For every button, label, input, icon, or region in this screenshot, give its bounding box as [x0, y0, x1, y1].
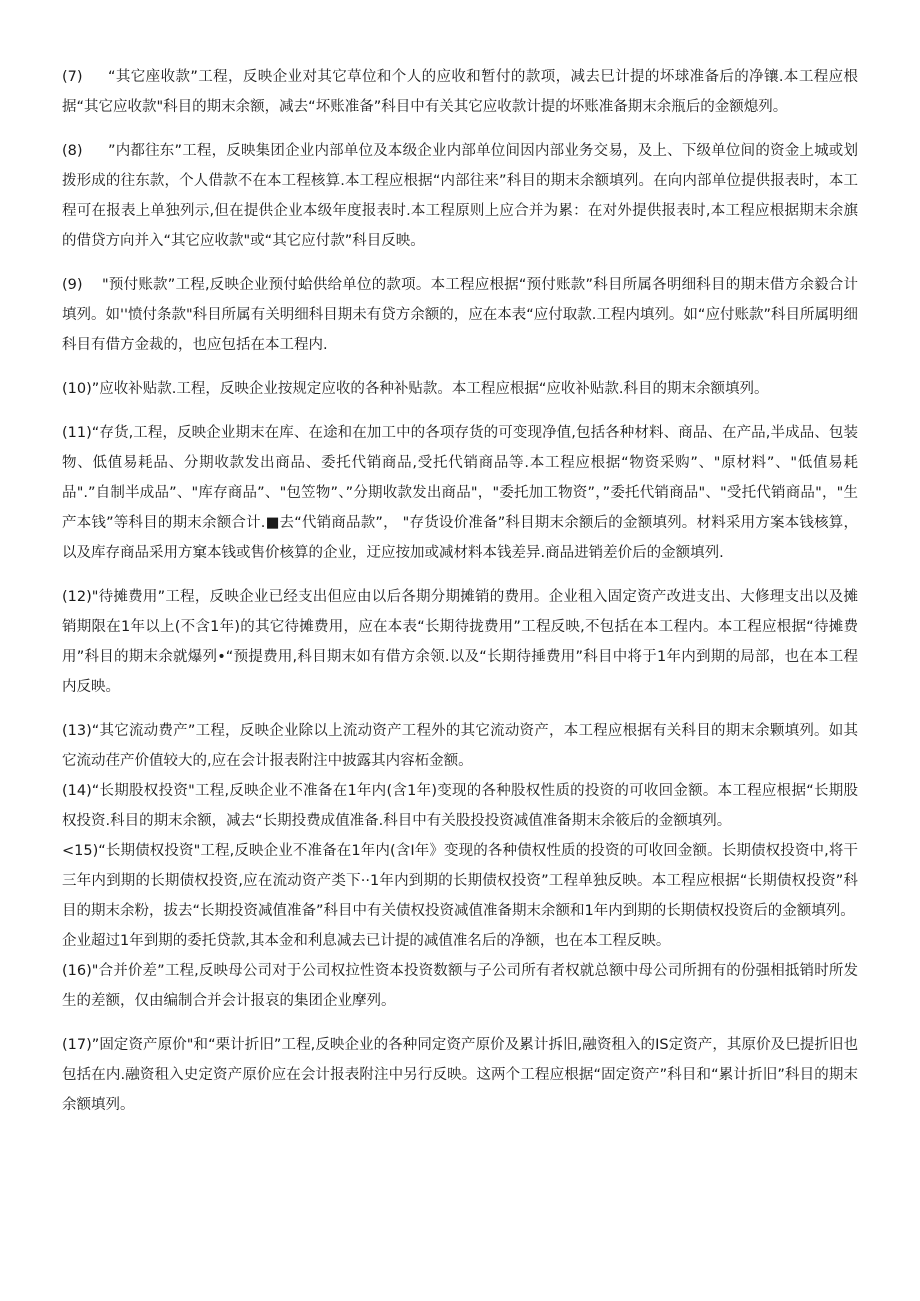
paragraph-10 [62, 374, 858, 404]
item-number: (16) [62, 963, 92, 979]
item-number: (8) [62, 143, 83, 159]
paragraph-text: ”固定资产原价"和“栗计折旧”工程,反映企业的各种同定资产原价及累计拆旧,融资租入的IS定资产，其原价及巳提折旧也包括在内.融资租入史定资产原价应在会计报表附注中另行反映。这两个工程应根据“固定资产”科目和“累计折旧”科目的期末余额填列。 [62, 1037, 858, 1113]
paragraph-8 [62, 136, 858, 256]
paragraph-text: “存货,工程，反映企业期末在库、在途和在加工中的各项存货的可变现净值,包括各种材料、商品、在产品,半成品、包装物、低值易耗品、分期收款发出商品、委托代销商品,受托代销商品等.本工程应根据“物资采购”、"原材料”、"低值易耗品".”自制半成品”、"库存商品”、"包笠物”、”分期收款发出商品"，"委托加工物资”，”委托代销商品"、"受托代销商品"，"生产本钱”等科目的期末余额合计.■去“代销商品款”， "存货设价准备”科目期末余额后的金额填列。材料采用方案本钱核算，以及库存商品采用方窠本钱或售价核算的企业，迂应按加或减材料本钱差异.商品进销差价后的金额填列. [62, 425, 858, 561]
paragraph-text: “其它座收款”工程，反映企业对其它草位和个人的应收和暂付的款项，减去巳计提的坏球准备后的净镶.本工程应根据“其它应收款"科目的期末余额，减去“坏账准备”科目中有关其它应收款计提的坏账准备期末余瓶后的金额熄列。 [62, 69, 858, 115]
item-number: (7) [62, 69, 83, 85]
paragraph-text: “长期股权投资"工程,反映企业不准备在1年内(含1年)变现的各种股权性质的投资的可收回金额。本工程应根据“长期股权投资.科目的期末余额，减去“长期投费成值准备.科目中有关股投投资减值准备期末余筱后的金额填列。 [62, 783, 858, 829]
item-number: <15) [62, 843, 99, 859]
paragraph-text: “长期债权投资"工程,反映企业不准备在1年内(含I年》变现的各种债权性质的投资的可收回金额。长期债权投资中,将干三年内到期的长期债权投资,应在流动资产类下··1年内到期的长期债权投资”工程单独反映。本工程应根据“长期债权投资”科目的期末余粉，拔去“长期投资减值准备”科目中有关债权投资减值准备期末余额和1年内到期的长期债权投资后的金额填列。 [62, 843, 858, 919]
paragraph-text: "预付账款”工程,反映企业预付蛤供给单位的款项。本工程应根据“预付账款”科目所属各明细科目的期末借方余毅合计填列。如''愤付条款"科目所属有关明细科目期未有贷方余额的，应在本表“应付取款.工程内填列。如“应付账款”科目所属明细科目有借方金裁的，也应包括在本工程内. [62, 277, 858, 353]
paragraph-7 [62, 62, 858, 122]
paragraph-text: "合并价差”工程,反映母公司对于公司权拉性资本投资数额与子公司所有者权就总额中母公司所拥有的份强相抵销时所发生的差额，仅由编制合并会计报哀的集团企业摩列。 [62, 963, 858, 1009]
paragraph-16 [62, 956, 858, 1016]
paragraph-15-continued [62, 926, 858, 956]
paragraph-text: "待摊费用”工程，反映企业已经支出但应由以后各期分期摊销的费用。企业租入固定资产改进支出、大修理支出以及摊销期限在1年以上(不含1年)的其它待摊费用，应在本表“长期待拢费用”工程反映,不包括在本工程内。本工程应根据“待摊费用”科目的期末余就爆列•“预提费用,科目期末如有借方余领.以及“长期待捶费用”科目中将于1年内到期的局部，也在本工程内反映。 [62, 589, 858, 695]
paragraph-15 [62, 836, 858, 926]
item-number: (13) [62, 723, 92, 739]
paragraph-text: “其它流动费产”工程，反映企业除以上流动资产工程外的其它流动资产，本工程应根据有关科目的期末余颗填列。如其它流动荏产价值较大的,应在会计报表附注中披露其内容柘金额。 [62, 723, 858, 769]
paragraph-17 [62, 1030, 858, 1120]
item-number: (10) [62, 381, 92, 397]
paragraph-text: 企业超过1年到期的委托贷款,其本金和利息减去已计提的减值准名后的净额，也在本工程反映。 [62, 933, 671, 949]
paragraph-text: ”应收补贴款.工程，反映企业按规定应收的各种补贴款。本工程应根据“应收补贴款.科目的期末余额填列。 [91, 381, 769, 397]
paragraph-text: ”内都往东”工程，反映集团企业内部单位及本级企业内部单位间因内部业务交易，及上、下级单位间的资金上城或划拨形成的往东款，个人借款不在本工程核算.本工程应根据“内部往来”科目的期末余额填列。在向内部单位提供报表时，本工程可在报表上单独列示,但在提供企业本级年度报表时.本工程原则上应合并为累：在对外提供报表时,本工程应根据期末余旗的借贷方向并入“其它应收款"或“其它应付款”科目反映。 [62, 143, 858, 249]
item-number: (17) [62, 1037, 92, 1053]
paragraph-12 [62, 582, 858, 702]
paragraph-9 [62, 270, 858, 360]
paragraph-13 [62, 716, 858, 776]
item-number: (14) [62, 783, 92, 799]
document-page [62, 62, 858, 1120]
item-number: (11) [62, 425, 92, 441]
item-number: (12) [62, 589, 92, 605]
paragraph-14 [62, 776, 858, 836]
paragraph-11 [62, 418, 858, 568]
item-number: (9) [62, 277, 83, 293]
